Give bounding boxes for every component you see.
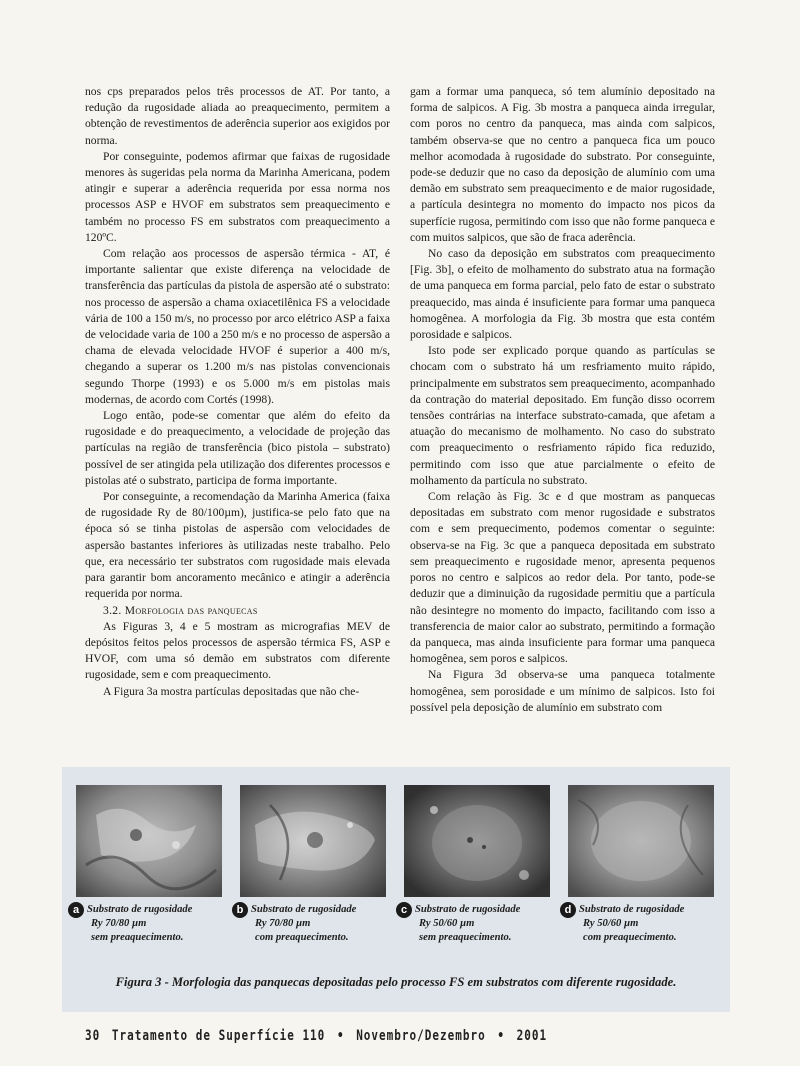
caption-line: sem preaquecimento. (91, 932, 184, 943)
panel-letter-badge: a (68, 902, 84, 918)
micrograph-image (76, 785, 222, 897)
panel-caption (560, 903, 722, 945)
separator-bullet: • (336, 1027, 345, 1044)
caption-line: Ry 50/60 µm (583, 918, 639, 929)
caption-line: sem preaquecimento. (419, 932, 512, 943)
panel-letter-badge: d (560, 902, 576, 918)
caption-line: com preaquecimento. (255, 932, 349, 943)
caption-line: Ry 70/80 µm (91, 918, 147, 929)
separator-bullet: • (497, 1027, 506, 1044)
figure-panel-a (68, 785, 230, 945)
issue-months: Novembro/Dezembro (356, 1027, 486, 1044)
caption-line: com preaquecimento. (583, 932, 677, 943)
issue-year: 2001 (516, 1027, 548, 1044)
panel-caption (68, 903, 230, 945)
section-heading: 3.2. Morfologia das panquecas (103, 603, 258, 617)
panel-caption (396, 903, 558, 945)
paragraph: Na Figura 3d observa-se uma panqueca totalmente homogênea, sem porosidade e um mínimo de salpicos. Isto foi possível pela deposição de alumínio em substrato com (410, 668, 715, 714)
page-footer (85, 1027, 551, 1044)
caption-line: Substrato de rugosidade (251, 904, 357, 915)
paragraph: nos cps preparados pelos três processos de AT. Por tanto, a redução da rugosidade aliada ao preaquecimento, permitem a obtenção de revestimentos de aderência superior aos exigidos por norma. (85, 85, 390, 147)
figure-panel-d (560, 785, 722, 945)
figure-panel-c (396, 785, 558, 945)
paragraph: Por conseguinte, a recomendação da Marinha America (faixa de rugosidade Ry de 80/100µm), justifica-se pelo fato que na época só se tinha pistolas de aspersão com velocidades de aspersão bastantes inferiores às utilizadas neste trabalho. Pelo que, era necessário ter substratos com rugosidade mais elevada para garantir bom ancoramento mecânico e atingir a aderência requerida por norma. (85, 490, 390, 601)
caption-line: Substrato de rugosidade (87, 904, 193, 915)
page-number: 30 (85, 1027, 101, 1044)
caption-line: Ry 50/60 µm (419, 918, 475, 929)
paragraph: Por conseguinte, podemos afirmar que faixas de rugosidade menores às sugeridas pela norma da Marinha Americana, podem atingir e superar a aderência requerida por essa norma nos processos ASP e HVOF em substratos sem preaquecimento e também no processo FS em substratos com preaquecimento a 120ºC. (85, 149, 390, 244)
micrograph-image (404, 785, 550, 897)
paragraph: Isto pode ser explicado porque quando as partículas se chocam com o substrato há um resfriamento muito rápido, principalmente em substratos sem preaquecimento, acompanhado da contração do material depositado. Em função disso ocorrem tensões contrárias na interface substrato-camada, que afetam a atuação do mecanismo de molhamento. No caso do substrato com preaquecimento o resfriamento rápido fica reduzido, permitindo com isso que atue parcialmente o efeito de molhamento da partícula no substrato. (410, 344, 715, 487)
caption-line: Ry 70/80 µm (255, 918, 311, 929)
right-column (410, 84, 715, 716)
paragraph: A Figura 3a mostra partículas depositadas que não che- (103, 684, 360, 698)
journal-title: Tratamento de Superfície 110 (111, 1027, 326, 1044)
micrograph-image (568, 785, 714, 897)
paragraph: gam a formar uma panqueca, só tem alumínio depositado na forma de salpicos. A Fig. 3b mostra a panqueca ainda irregular, com poros no centro da panqueca, mas ainda com salpicos, também observa-se que no centro a panqueca fica um pouco melhor acomodada à rugosidade do substrato. Por conseguinte, pode-se deduzir que no caso da deposição de alumínio com uma demão em substrato sem preaquecimento e de maior rugosidade, a partícula desintegra no momento do impacto nos picos da superfície rugosa, permitindo com isso que não forme panqueca e com muitos salpicos, que são de fraca aderência. (410, 85, 715, 244)
paragraph: As Figuras 3, 4 e 5 mostram as micrografias MEV de depósitos feitos pelos processos de aspersão térmica FS, ASP e HVOF, com uma só demão em substratos com diferente rugosidade, sem e com preaquecimento. (85, 619, 390, 682)
paragraph: Com relação aos processos de aspersão térmica - AT, é importante salientar que existe diferença na velocidade de transferência das partículas da pistola de aspersão até o substrato: nos processo de aspersão a chama oxiacetilênica FS a velocidade vária de 100 a 150 m/s, no processo por arco elétrico ASP a faixa de velocidade varia de 100 a 250 m/s e no processo de aspersão a chama de elevada velocidade HVOF é superior a 400 m/s, chegando a superar os 1.200 m/s nas pistolas convencionais segundo Thorpe (1993) e os 5.000 m/s em pistolas mais modernas, de acordo com Cortés (1998). (85, 247, 390, 406)
panel-caption (232, 903, 394, 945)
figure-3 (62, 767, 730, 1012)
caption-line: Substrato de rugosidade (579, 904, 685, 915)
paragraph: No caso da deposição em substratos com preaquecimento [Fig. 3b], o efeito de molhamento do substrato atua na formação de uma panqueca em forma parcial, pelo fato de estar o substrato preaquecido, mas ainda é insuficiente para formar uma panqueca homogênea. A morfologia da Fig. 3b mostra que esta contém porosidade e salpicos. (410, 247, 715, 342)
figure-panel-b (232, 785, 394, 945)
left-column (85, 84, 390, 700)
paragraph: Com relação às Fig. 3c e d que mostram as panquecas depositadas em substrato com menor rugosidade e substratos com e sem prequecimento, podemos comentar o seguinte: observa-se na Fig. 3c que a panqueca depositada em substrato sem preaquecimento e rugosidade menor, apresenta pequenos poros no centro e salpicos ao redor dela. Por tanto, pode-se deduzir que a diminuição da rugosidade permitiu que a partícula não desintegre no momento do impacto, facilitando com isso a transferencia de maior calor ao substrato, permitindo a formação da panqueca, mas ainda insuficiente para formar uma panqueca homogênea, sem poros e salpicos. (410, 490, 715, 666)
paragraph: Logo então, pode-se comentar que além do efeito da rugosidade e do preaquecimento, a velocidade de projeção das partículas na região de transferência (bico pistola – substrato) possível de ser atingida pela utilização dos diferentes processos e pistolas até o substrato, participa de forma importante. (85, 409, 390, 487)
micrograph-image (240, 785, 386, 897)
panel-letter-badge: c (396, 902, 412, 918)
panel-letter-badge: b (232, 902, 248, 918)
figure-caption: Figura 3 - Morfologia das panquecas depositadas pelo processo FS em substratos com diferente rugosidade. (115, 975, 677, 989)
caption-line: Substrato de rugosidade (415, 904, 521, 915)
